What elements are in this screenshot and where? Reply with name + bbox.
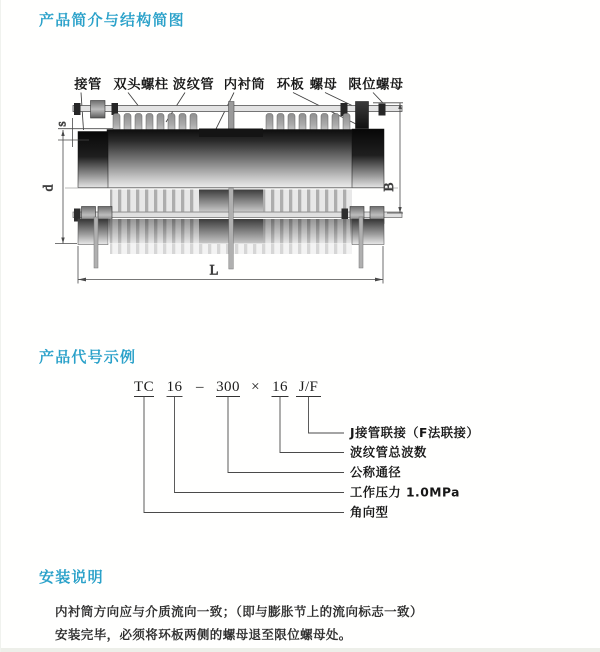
stud-center [229, 188, 234, 269]
code-segment-waves: 16 [272, 379, 288, 395]
main-shell [107, 130, 353, 188]
install-instructions [55, 601, 525, 646]
code-segment-times: × [251, 379, 260, 395]
part-label-inner-sleeve: 内衬筒 [223, 77, 266, 93]
code-segments [134, 379, 318, 395]
dim-label-s: s [53, 121, 69, 127]
callout-connection: J接管联接（F法联接） [350, 426, 480, 440]
dim-label-B: B [381, 182, 396, 192]
page-bottom-edge [1, 648, 600, 652]
callout-angular-type: 角向型 [350, 505, 389, 520]
product-code-diagram [1, 370, 600, 530]
inner-sleeve-band [199, 129, 263, 138]
tie-rod-top [73, 101, 402, 131]
callout-working-pressure: 工作压力 1.0MPa [350, 485, 460, 500]
code-connectors [144, 397, 344, 513]
section-title-code: 产品代号示例 [39, 348, 137, 366]
part-label-connecting-pipe: 接管 [74, 77, 102, 93]
stud-left [94, 217, 98, 268]
callout-wave-count: 波纹管总波数 [350, 445, 427, 460]
part-labels [73, 76, 404, 93]
dim-label-d: d [40, 184, 56, 192]
part-label-nut: 螺母 [309, 77, 338, 93]
section-title-intro: 产品简介与结构简图 [39, 11, 185, 29]
part-label-ring-plate: 环板 [276, 77, 305, 93]
code-segment-diameter: 300 [216, 379, 240, 395]
code-segment-dash: – [196, 379, 204, 395]
callout-nominal-diameter: 公称通径 [350, 465, 402, 480]
install-line-1: 内衬筒方向应与介质流向一致；（即与膨胀节上的流向标志一致） [55, 604, 423, 619]
code-segment-type: TC [134, 379, 154, 395]
expansion-joint-lower-body [73, 188, 402, 269]
stud-right [359, 217, 363, 268]
code-callouts [349, 425, 479, 520]
section-title-install: 安装说明 [39, 568, 104, 586]
code-segment-connection: J/F [298, 379, 319, 395]
part-label-stud-bolt: 双头螺柱 [113, 77, 169, 93]
right-pipe [352, 129, 384, 188]
part-label-bellows: 波纹管 [172, 77, 215, 93]
dim-label-L: L [209, 262, 219, 279]
part-label-limit-nut: 限位螺母 [348, 77, 404, 93]
code-segment-pressure: 16 [166, 379, 183, 395]
install-line-2: 安装完毕，必须将环板两侧的螺母退至限位螺母处。 [55, 626, 352, 642]
structure-diagram [1, 60, 600, 300]
